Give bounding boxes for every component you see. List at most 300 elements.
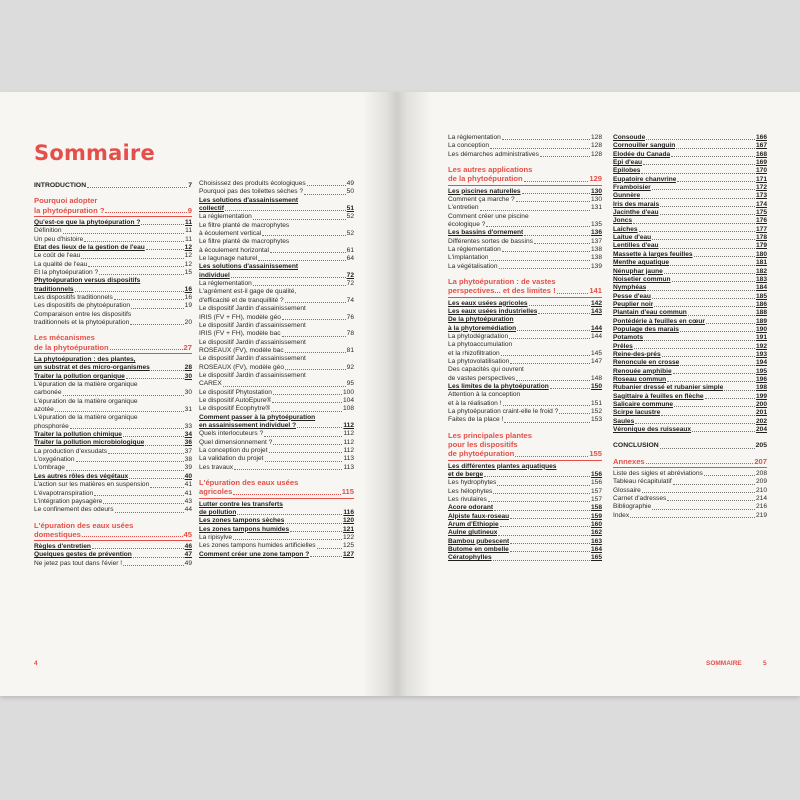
toc-entry [613,309,767,317]
toc-entry-title: Gunnère [613,192,641,200]
toc-entry [613,242,767,250]
toc-entry [199,542,354,550]
toc-leader-dots [540,156,590,157]
toc-entry [613,192,767,200]
toc-entry-title: Tableau récapitulatif [613,478,672,486]
toc-entry-page: 43 [184,497,192,505]
toc-entry-title: La réglementation [199,280,252,288]
toc-entry-title: individuel [199,271,230,279]
toc-entry-title: Les rivulaires [448,496,487,504]
toc-entry [199,330,354,338]
toc-entry-title: Faites de la place ! [448,416,504,424]
toc-section-row [34,343,192,352]
toc-leader-dots [661,415,755,416]
toc-entry-title: Populage des marais [613,325,679,333]
toc-leader-dots [660,248,755,249]
toc-entry [613,478,767,486]
toc-entry [448,529,602,537]
toc-entry-page: 166 [755,134,767,141]
section-divider [448,185,602,186]
toc-leader-dots [223,386,346,387]
toc-leader-dots [529,305,590,306]
toc-entry [34,244,192,252]
toc-entry [613,259,767,267]
toc-entry-title: Les démarches administratives [448,150,539,158]
toc-entry [613,426,767,434]
toc-entry-page: 169 [755,159,767,167]
toc-entry-page: 30 [184,389,192,397]
toc-entry [448,375,602,383]
toc-entry-line: Le filtre planté de macrophytes [199,221,290,229]
toc-section-line: Les principales plantes [448,430,532,440]
toc-leader-dots [486,226,590,227]
toc-entry-line: Comparaison entre les dispositifs [34,310,132,318]
toc-section-page: 141 [589,286,602,296]
toc-entry-title: Acore odorant [448,504,494,512]
toc-leader-dots [635,423,755,424]
toc-entry-title: Carnet d'adresses [613,495,667,503]
toc-leader-dots [509,338,590,339]
toc-entry [199,422,354,430]
toc-entry-title: Noisetier commun [613,275,671,283]
toc-entry-page: 38 [184,456,192,464]
toc-entry [613,376,767,384]
toc-section-row [448,286,602,295]
toc-entry [34,269,192,277]
toc-leader-dots [510,543,590,544]
toc-entry-page: 156 [590,479,602,487]
toc-entry-title: Saules [613,417,635,425]
toc-entry [199,517,354,525]
toc-entry [34,294,192,302]
toc-entry-page: 163 [590,537,602,545]
toc-leader-dots [63,395,184,396]
toc-leader-dots [667,381,755,382]
toc-entry-title: Prêles [613,342,633,350]
toc-entry-line: De la phytoépuration [448,316,514,324]
toc-leader-dots [557,293,589,294]
toc-section-heading [199,478,354,497]
toc-entry-title: La réglementation [199,213,252,221]
toc-entry-title: État des lieux de la gestion de l'eau [34,243,145,251]
toc-entry-page: 194 [755,359,767,367]
toc-entry-line: Le dispositif Jardin d'assainissement [199,321,306,329]
toc-entry-page: 44 [184,506,192,514]
toc-leader-dots [501,355,590,356]
toc-entry-page: 195 [755,367,767,375]
toc-leader-dots [489,260,590,261]
toc-entry-title: Index [613,511,630,519]
toc-entry-page: 47 [184,551,192,559]
toc-entry-page: 16 [184,285,192,293]
toc-entry [613,234,767,242]
toc-leader-dots [504,422,590,423]
toc-section-row [34,530,192,539]
toc-entry [613,487,767,495]
toc-section-page: 155 [589,449,602,459]
toc-entry [199,526,354,534]
toc-leader-dots [269,452,343,453]
toc-entry-page: 196 [755,375,767,383]
toc-leader-dots [265,461,343,462]
toc-entry [34,227,192,235]
toc-entry-page: 208 [755,470,767,478]
toc-entry-page: 36 [184,439,192,447]
toc-entry-title: Arum d'Éthiopie [448,521,499,529]
toc-entry-page: 7 [188,182,192,189]
toc-entry [448,151,602,159]
toc-entry-page: 174 [755,200,767,208]
toc-entry [448,488,602,496]
toc-leader-dots [724,390,755,391]
toc-entry-page: 112 [343,421,354,429]
toc-entry-page: 130 [590,195,602,203]
toc-entry-line: L'épuration de la matière organique [34,397,138,405]
toc-entry-title: Consoude [613,134,646,141]
toc-entry-page: 157 [590,487,602,495]
toc-entry [613,251,767,259]
toc-entry-page: 148 [590,374,602,382]
toc-entry-title: Quels interlocuteurs ? [199,430,264,438]
toc-entry-title: collectif [199,205,224,213]
toc-entry [199,389,354,397]
toc-section-heading [448,277,602,296]
toc-entry-title: Les zones tampons sèches [199,517,285,525]
toc-entry [199,255,354,263]
toc-section-heading [34,521,192,540]
toc-entry [613,276,767,284]
toc-leader-dots [282,336,346,337]
toc-entry-page: 131 [590,204,602,212]
toc-entry-title: Liste des sigles et abréviations [613,470,703,478]
toc-entry-title: CAREX [199,380,222,388]
toc-section-page: 45 [183,529,192,539]
toc-entry-page: 37 [184,447,192,455]
page-title: Sommaire [34,141,155,165]
toc-entry-page: 167 [755,142,767,150]
toc-leader-dots [704,475,755,476]
toc-leader-dots [233,494,340,495]
toc-entry [34,431,192,439]
toc-entry-title: Élodée du Canada [613,150,671,158]
toc-entry-title: Les travaux [199,463,234,471]
toc-entry [34,560,192,568]
toc-entry [613,401,767,409]
toc-leader-dots [510,518,590,519]
toc-entry-page: 193 [755,350,767,358]
toc-entry [199,247,354,255]
toc-leader-dots [677,181,755,182]
toc-entry-title: L'oxygénation [34,456,75,464]
toc-entry [34,506,192,514]
toc-leader-dots [285,302,346,303]
toc-entry [34,456,192,464]
toc-entry [448,471,602,479]
toc-entry [613,343,767,351]
toc-column-4 [613,134,767,520]
toc-entry-page: 219 [755,511,767,519]
toc-leader-dots [660,206,755,207]
folio-right-label: SOMMAIRE [706,660,742,667]
toc-entry [613,495,767,503]
toc-section-title: de la phytoépuration [34,342,109,352]
toc-entry [613,268,767,276]
toc-entry-page: 145 [590,349,602,357]
toc-entry-page: 186 [755,300,767,308]
toc-entry-page: 15 [184,269,192,276]
toc-entry [613,470,767,478]
toc-leader-dots [647,290,755,291]
toc-entry-page: 150 [590,383,602,391]
toc-leader-dots [517,330,590,331]
toc-entry-title: La phytovolatilisation [448,358,510,366]
toc-entry [448,504,602,512]
toc-entry-title: La conception du projet [199,447,268,454]
toc-leader-dots [680,365,755,366]
toc-entry-page: 11 [185,235,192,243]
toc-entry [34,498,192,506]
toc-entry [34,543,192,551]
toc-entry-page: 177 [755,225,767,233]
toc-entry-line: La phytoépuration : des plantes, [34,356,136,363]
toc-entry [448,513,602,521]
toc-leader-dots [317,548,342,549]
toc-leader-dots [126,378,184,379]
toc-leader-dots [146,249,184,250]
toc-entry-page: 95 [346,380,354,388]
toc-leader-dots [524,235,590,236]
toc-entry [199,447,354,455]
toc-entry-page: 168 [755,150,767,158]
toc-entry-page: 162 [590,529,602,537]
toc-leader-dots [297,427,342,428]
toc-entry-page: 180 [755,250,767,258]
toc-entry [448,308,602,316]
toc-entry-title: de vastes perspectives [448,374,516,382]
toc-entry-title: de pollution [199,508,237,516]
toc-leader-dots [692,431,755,432]
toc-section-title: Annexes [613,456,645,466]
toc-entry [34,464,192,472]
toc-entry-line: Comment passer à la phytoépuration [199,413,316,421]
toc-entry [448,254,602,262]
toc-entry [448,416,602,424]
toc-entry-title: Les zones tampons humides artificielles [199,542,316,550]
toc-entry [34,373,192,381]
toc-entry-title: Massette à larges feuilles [613,250,693,258]
toc-entry-page: 176 [755,217,767,225]
toc-entry [199,430,354,438]
toc-leader-dots [310,556,342,557]
toc-entry-title: Jacinthe d'eau [613,209,659,217]
toc-entry-page: 112 [343,447,354,454]
toc-entry-page: 52 [346,230,354,238]
toc-entry [199,347,354,355]
section-divider [34,216,192,217]
toc-entry [448,325,602,333]
toc-leader-dots [123,436,184,437]
toc-leader-dots [285,369,346,370]
toc-leader-dots [150,487,183,488]
toc-leader-dots [652,189,755,190]
toc-entry-page: 112 [343,438,354,446]
toc-entry [34,389,192,397]
toc-entry [199,230,354,238]
toc-leader-dots [664,273,755,274]
toc-leader-dots [131,308,184,309]
toc-entry-page: 41 [184,481,192,489]
folio-left: 4 [34,660,38,667]
toc-leader-dots [493,493,590,494]
toc-entry-title: Framboisier [613,184,651,192]
toc-leader-dots [524,181,589,182]
toc-entry [199,455,354,463]
toc-leader-dots [688,315,755,316]
toc-entry [448,408,602,416]
toc-entry-title: Eupatoire chanvrine [613,175,677,183]
toc-entry-title: à la phytoremédiation [448,324,517,332]
toc-entry-page: 40 [184,472,192,480]
toc-section-line: Pourquoi adopter [34,196,98,206]
toc-entry [613,351,767,359]
toc-entry-page: 199 [755,392,767,400]
toc-entry [613,151,767,159]
toc-entry [448,333,602,341]
toc-leader-dots [123,565,184,566]
toc-entry-title: Les hydrophytes [448,479,497,487]
toc-entry-page: 52 [346,213,354,221]
spacer [613,434,767,440]
toc-entry-line: Les solutions d'assainissement [199,196,299,204]
toc-leader-dots [66,470,184,471]
toc-entry-title: La réglementation [448,246,501,254]
toc-leader-dots [145,445,183,446]
toc-leader-dots [70,428,184,429]
toc-leader-dots [515,456,588,457]
toc-entry-title: d'efficacité et de tranquillité ? [199,296,284,304]
toc-entry-page: 171 [755,175,767,183]
toc-section-row [448,174,602,183]
toc-entry-title: Reine-des-prés [613,350,661,358]
toc-leader-dots [231,277,346,278]
toc-entry-page: 172 [755,184,767,192]
toc-section-heading [34,196,192,215]
toc-leader-dots [654,306,755,307]
section-divider [613,467,767,468]
toc-leader-dots [271,411,342,412]
toc-entry [199,397,354,405]
toc-leader-dots [502,251,590,252]
toc-leader-dots [673,484,755,485]
toc-entry [448,204,602,212]
toc-entry-title: Roseau commun [613,375,667,383]
toc-section-heading [613,457,767,466]
toc-entry-page: 144 [590,333,602,341]
toc-entry-page: 204 [755,426,767,434]
toc-entry [34,406,192,414]
toc-entry-title: Joncs [613,217,633,225]
toc-entry-page: 164 [590,546,602,554]
toc-entry-title: Cornouiller sanguin [613,142,676,150]
toc-entry-page: 188 [755,309,767,317]
section-divider [34,540,192,541]
toc-entry [448,238,602,246]
toc-section-page: 9 [187,205,192,215]
toc-entry [448,229,602,237]
toc-leader-dots [493,560,590,561]
toc-entry [199,380,354,388]
toc-section-title: la phytoépuration ? [34,205,105,215]
toc-leader-dots [270,252,346,253]
toc-entry-page: 191 [755,334,767,342]
toc-entry [613,217,767,225]
toc-entry-title: Quelques gestes de prévention [34,551,132,559]
toc-leader-dots [234,469,342,470]
toc-entry-title: Pesse d'eau [613,292,651,300]
toc-section-title: agricoles [199,487,233,497]
toc-entry [613,159,767,167]
toc-leader-dots [141,224,184,225]
toc-entry-line: Le dispositif Jardin d'assainissement [199,338,306,346]
toc-entry-page: 33 [184,422,192,430]
toc-leader-dots [63,233,185,234]
toc-entry [613,167,767,175]
toc-entry-title: Traiter la pollution organique [34,372,125,380]
toc-entry-line: L'épuration de la matière organique [34,414,138,422]
toc-leader-dots [258,260,345,261]
toc-entry [613,442,767,450]
toc-entry-title: Qu'est-ce que la phytoépuration ? [34,218,141,226]
toc-entry-page: 128 [590,134,602,141]
toc-entry [448,538,602,546]
toc-entry-page: 122 [342,534,354,541]
toc-section-heading [448,165,602,184]
toc-leader-dots [641,198,755,199]
toc-leader-dots [114,299,184,300]
toc-entry-page: 173 [755,192,767,200]
toc-section-title: perspectives... et des limites ! [448,286,556,296]
toc-section-title: de la phytoépuration [448,174,523,184]
toc-leader-dots [285,352,346,353]
toc-entry-title: Bibliographie [613,503,652,511]
toc-entry [613,209,767,217]
toc-entry-line: Le filtre planté de macrophytes [199,238,290,246]
toc-leader-dots [108,453,184,454]
toc-entry-page: 181 [755,259,767,267]
toc-entry-page: 128 [590,150,602,158]
toc-entry-title: La qualité de l'eau [34,260,88,268]
toc-leader-dots [652,298,755,299]
toc-entry-title: Aulne glutineux [448,529,498,537]
toc-leader-dots [133,557,184,558]
toc-entry-title: Le dispositif Écophytre® [199,405,271,413]
toc-entry-title: Cératophylles [448,554,492,562]
toc-leader-dots [642,492,755,493]
toc-entry-page: 19 [184,302,192,310]
toc-entry-page: 11 [185,218,192,226]
toc-entry [448,246,602,254]
toc-entry [613,409,767,417]
toc-leader-dots [497,485,590,486]
toc-section-title: de phytoépuration [448,449,515,459]
toc-entry-page: 64 [346,255,354,263]
toc-leader-dots [500,526,590,527]
toc-entry-title: écologique ? [448,221,486,228]
toc-entry [448,521,602,529]
toc-entry-page: 190 [755,325,767,333]
toc-leader-dots [516,380,590,381]
toc-entry-page: 179 [755,242,767,250]
